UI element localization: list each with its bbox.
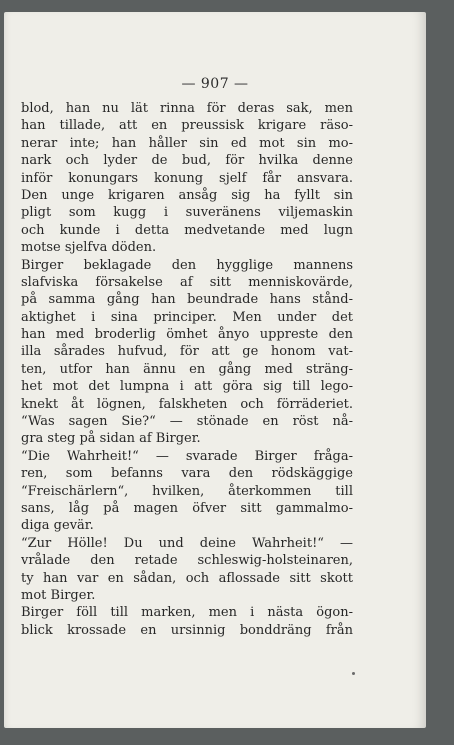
ink-speck bbox=[352, 672, 355, 675]
text-line: han med broderlig ömhet ånyo uppreste den bbox=[21, 327, 353, 343]
text-line: diga gevär. bbox=[21, 518, 94, 534]
body-text bbox=[21, 100, 353, 639]
text-line: Birger beklagade den hygglige mannens bbox=[21, 257, 353, 273]
text-line: och kunde i detta medvetande med lugn bbox=[21, 222, 353, 238]
text-line: ten, utfor han ännu en gång med sträng- bbox=[21, 361, 353, 377]
text-line: slafviska försakelse af sitt menniskovärde, bbox=[21, 274, 353, 290]
page-number: — 907 — bbox=[181, 76, 249, 92]
text-line: ren, som befanns vara den rödskäggige bbox=[21, 466, 353, 482]
text-line: han tillade, att en preussisk krigare räso- bbox=[21, 118, 353, 134]
text-line: Den unge krigaren ansåg sig ha fyllt sin bbox=[21, 187, 353, 203]
text-line: blod, han nu lät rinna för deras sak, men bbox=[21, 101, 353, 116]
text-line: motse sjelfva döden. bbox=[21, 240, 157, 256]
text-line: het mot det lumpna i att göra sig till lego- bbox=[21, 379, 353, 395]
text-line: blick krossade en ursinnig bonddräng från bbox=[21, 622, 353, 638]
text-line: illa sårades hufvud, för att ge honom vat- bbox=[21, 344, 353, 360]
text-line: pligt som kugg i suveränens viljemaskin bbox=[21, 205, 353, 221]
text-line: mot Birger. bbox=[21, 587, 96, 603]
text-line: nark och lyder de bud, för hvilka denne bbox=[21, 153, 353, 169]
text-line: “Die Wahrheit!“ — svarade Birger fråga- bbox=[21, 448, 353, 464]
text-line: ty han var en sådan, och aflossade sitt skott bbox=[21, 570, 353, 586]
text-line: nerar inte; han håller sin ed mot sin mo- bbox=[21, 135, 353, 151]
text-line: sans, låg på magen öfver sitt gammalmo- bbox=[21, 500, 353, 516]
text-line: Birger föll till marken, men i nästa ögon- bbox=[21, 605, 353, 621]
text-line: “Was sagen Sie?“ — stönade en röst nå- bbox=[21, 414, 353, 430]
text-line: knekt åt lögnen, falskheten och förräderiet. bbox=[21, 396, 353, 412]
text-line: “Freischärlern“, hvilken, återkommen till bbox=[21, 483, 353, 499]
text-line: vrålade den retade schleswig-holsteinaren, bbox=[21, 553, 353, 569]
text-line: aktighet i sina principer. Men under det bbox=[21, 309, 353, 325]
text-line: “Zur Hölle! Du und deine Wahrheit!“ — bbox=[21, 535, 353, 551]
book-page bbox=[4, 12, 426, 728]
text-line: inför konungars konung sjelf får ansvara. bbox=[21, 170, 353, 186]
text-line: gra steg på sidan af Birger. bbox=[21, 431, 201, 447]
text-line: på samma gång han beundrade hans stånd- bbox=[21, 292, 353, 308]
